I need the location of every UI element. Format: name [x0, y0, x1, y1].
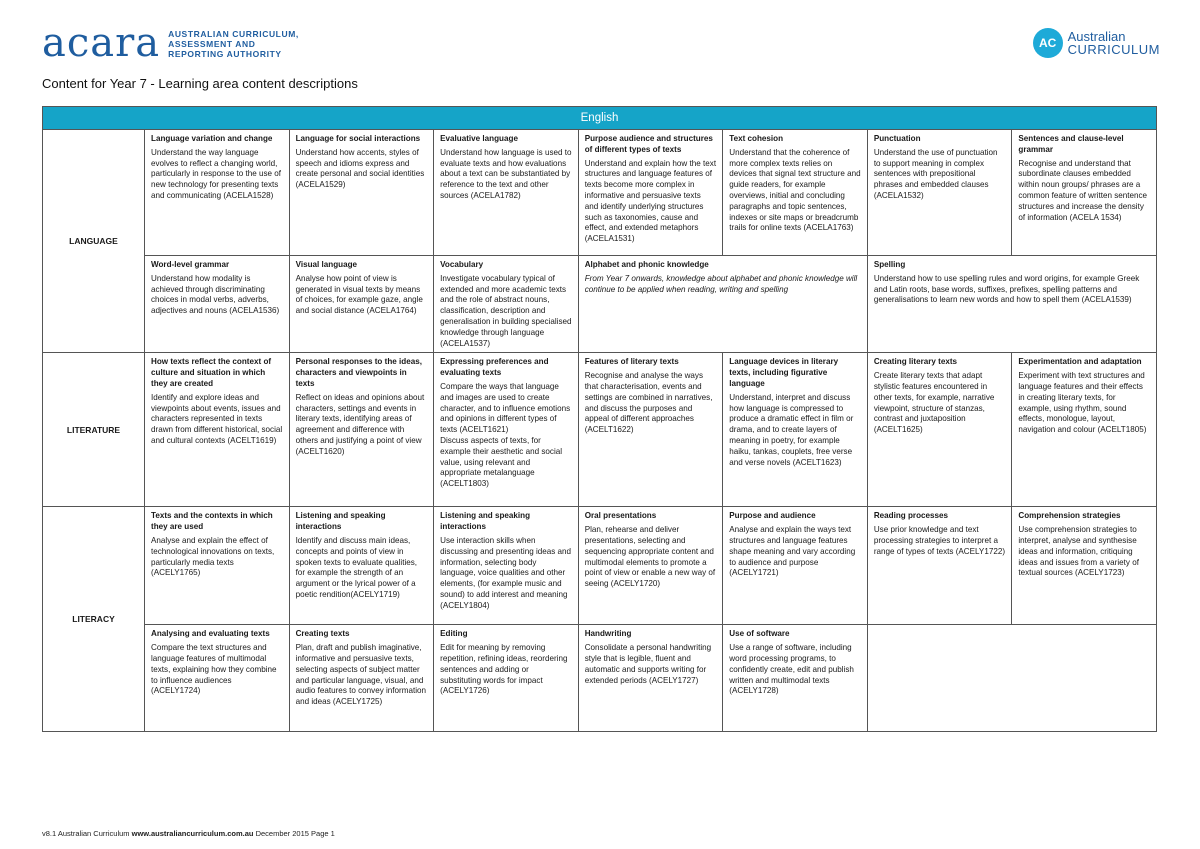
table-cell: Handwriting Consolidate a personal handwriting style that is legible, fluent and automatic and supports writing for extended periods (ACELY1727): [578, 625, 723, 732]
table-cell: Texts and the contexts in which they are used Analyse and explain the effect of technological innovations on texts, particularly media texts (ACELY1765): [145, 507, 290, 625]
table-cell: Personal responses to the ideas, characters and viewpoints in texts Reflect on ideas and opinions about characters, settings and events in literary texts, identifying areas of agreement and difference with others and justifying a point of view (ACELT1620): [289, 353, 434, 507]
table-cell: Spelling Understand how to use spelling rules and word origins, for example Greek and Latin roots, base words, suffixes, prefixes, spelling patterns and generalisations to learn new words and how to spell them (ACELA1539): [867, 256, 1156, 353]
ac-badge-icon: AC: [1033, 28, 1063, 58]
footer-url: www.australiancurriculum.com.au: [131, 829, 254, 838]
table-cell: Reading processes Use prior knowledge and text processing strategies to interpret a range of types of texts (ACELY1722): [867, 507, 1012, 625]
ac-logo-text: [1068, 30, 1160, 56]
table-cell: Editing Edit for meaning by removing repetition, refining ideas, reordering sentences and adding or substituting words for impact (ACELY1726): [434, 625, 579, 732]
australian-curriculum-logo: [1033, 28, 1160, 58]
table-cell: Punctuation Understand the use of punctuation to support meaning in complex sentences with prepositional phrases and embedded clauses (ACELA1532): [867, 130, 1012, 256]
table-cell: Oral presentations Plan, rehearse and deliver presentations, selecting and sequencing appropriate content and multimodal elements to promote a point of view or enable a new way of seeing (ACELY1720): [578, 507, 723, 625]
table-cell: Creating literary texts Create literary texts that adapt stylistic features encountered in other texts, for example, narrative viewpoint, structure of stanzas, contrast and juxtaposition (ACELT1625): [867, 353, 1012, 507]
table-cell: Language variation and change Understand the way language evolves to reflect a changing world, particularly in response to the use of new technology for presenting texts and communicating (ACELA1528): [145, 130, 290, 256]
content-descriptions-table: [42, 106, 1157, 732]
table-cell: Purpose audience and structures of different types of texts Understand and explain how the text structures and language features of texts become more complex in informative and persuasive texts and identify underlying structures such as taxonomies, cause and effect, and extended metaphors (ACELA1531): [578, 130, 723, 256]
table-cell: Use of software Use a range of software, including word processing programs, to confidently create, edit and publish written and multimodal texts (ACELY1728): [723, 625, 868, 732]
table-cell: Listening and speaking interactions Identify and discuss main ideas, concepts and points of view in spoken texts to evaluate qualities, for example the strength of an argument or the lyrical power of a poetic rendition(ACELY1719): [289, 507, 434, 625]
table-cell: Experimentation and adaptation Experiment with text structures and language features and their effects in creating literary texts, for example, using rhythm, sound effects, monologue, layout, navigation and colour (ACELT1805): [1012, 353, 1157, 507]
page-header: [42, 20, 1160, 66]
acara-wordmark: acara: [42, 20, 161, 66]
table-cell: Text cohesion Understand that the coherence of more complex texts relies on devices that signal text structure and guide readers, for example overviews, initial and concluding paragraphs and topic sentences, indexes or site maps or breadcrumb trails for online texts (ACELA1763): [723, 130, 868, 256]
page-footer: [42, 829, 335, 838]
acara-line-3: REPORTING AUTHORITY: [168, 49, 282, 59]
table-cell: Purpose and audience Analyse and explain the ways text structures and language features shape meaning and vary according to audience and purpose (ACELY1721): [723, 507, 868, 625]
table-cell: Sentences and clause-level grammar Recognise and understand that subordinate clauses embedded within noun groups/ phrases are a common feature of written sentence structures and increase the density of information (ACELA 1534): [1012, 130, 1157, 256]
subject-header: English: [43, 107, 1157, 130]
table-cell: Visual language Analyse how point of view is generated in visual texts by means of choices, for example gaze, angle and social distance (ACELA1764): [289, 256, 434, 353]
acara-logo: [42, 20, 299, 66]
ac-logo-line-2: CURRICULUM: [1067, 42, 1160, 57]
ac-logo-line-1: Australian: [1067, 29, 1126, 44]
table-cell: Evaluative language Understand how language is used to evaluate texts and how evaluations about a text can be substantiated by reference to the text and other sources (ACELA1782): [434, 130, 579, 256]
table-cell: Features of literary texts Recognise and analyse the ways that characterisation, events and settings are combined in narratives, and discuss the purposes and appeal of different approaches (ACELT1622): [578, 353, 723, 507]
table-cell: Creating texts Plan, draft and publish imaginative, informative and persuasive texts, selecting aspects of subject matter and particular language, visual, and audio features to convey information and ideas (ACELY1725): [289, 625, 434, 732]
table-cell: Listening and speaking interactions Use interaction skills when discussing and presenting ideas and information, selecting body language, voice qualities and other elements, (for example music and sound) to add interest and meaning (ACELY1804): [434, 507, 579, 625]
page-title: Content for Year 7 - Learning area content descriptions: [42, 76, 358, 91]
table-cell: Comprehension strategies Use comprehension strategies to interpret, analyse and synthesise ideas and information, critiquing ideas and issues from a variety of textual sources (ACELY1723): [1012, 507, 1157, 625]
strand-literacy: LITERACY: [43, 507, 145, 732]
table-cell: Language devices in literary texts, including figurative language Understand, interpret and discuss how language is compressed to produce a dramatic effect in film or drama, and to create layers of meaning in poetry, for example haiku, tankas, couplets, free verse and verse novels (ACELT1623): [723, 353, 868, 507]
table-cell: How texts reflect the context of culture and situation in which they are created Identify and explore ideas and viewpoints about events, issues and characters represented in texts drawn from different historical, social and cultural contexts (ACELT1619): [145, 353, 290, 507]
strand-language: LANGUAGE: [43, 130, 145, 353]
table-cell: Word-level grammar Understand how modality is achieved through discriminating choices in modal verbs, adverbs, adjectives and nouns (ACELA1536): [145, 256, 290, 353]
table-cell: Analysing and evaluating texts Compare the text structures and language features of multimodal texts, explaining how they combine to influence audiences (ACELY1724): [145, 625, 290, 732]
footer-version: v8.1 Australian Curriculum: [42, 829, 130, 838]
acara-organisation-name: [168, 29, 299, 59]
table-cell: Expressing preferences and evaluating texts Compare the ways that language and images are used to create character, and to influence emotions and opinions in different types of texts (ACELT1621) Discuss aspects of texts, for example their aesthetic and social value, using relevant and appropriate metalanguage (ACELT1803): [434, 353, 579, 507]
table-cell: Alphabet and phonic knowledge From Year 7 onwards, knowledge about alphabet and phonic knowledge will continue to be applied when reading, writing and spelling: [578, 256, 867, 353]
table-cell: Vocabulary Investigate vocabulary typical of extended and more academic texts and the role of abstract nouns, classification, description and generalisation in building specialised knowledge through language (ACELA1537): [434, 256, 579, 353]
strand-literature: LITERATURE: [43, 353, 145, 507]
acara-line-1: AUSTRALIAN CURRICULUM,: [168, 29, 299, 39]
table-cell: Language for social interactions Understand how accents, styles of speech and idioms express and create personal and social identities (ACELA1529): [289, 130, 434, 256]
acara-line-2: ASSESSMENT AND: [168, 39, 256, 49]
table-cell-empty: [867, 625, 1156, 732]
footer-date-page: December 2015 Page 1: [255, 829, 335, 838]
